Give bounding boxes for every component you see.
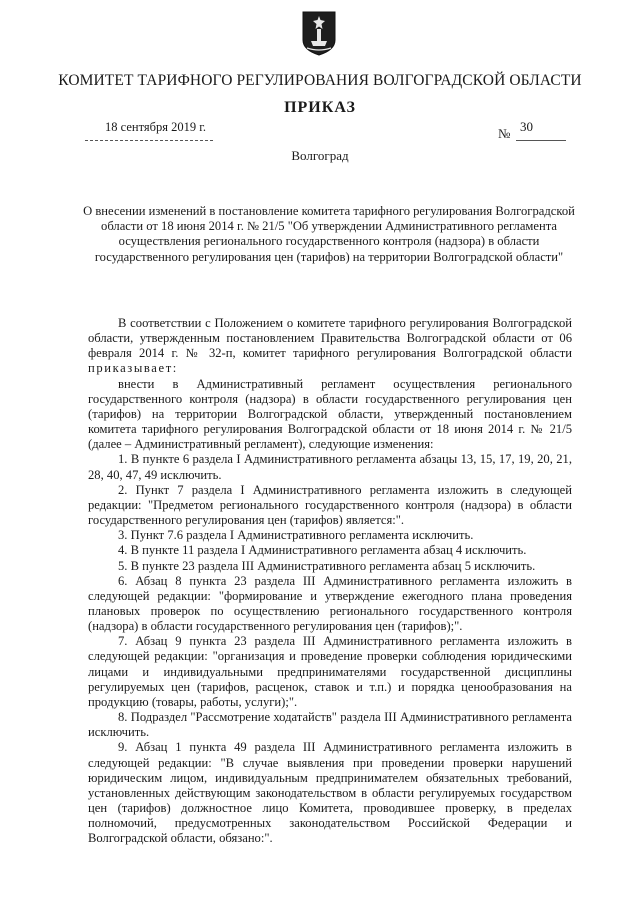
order-date: 18 сентября 2019 г.: [105, 120, 207, 134]
number-sign: №: [498, 126, 511, 141]
body-paragraph: 2. Пункт 7 раздела I Административного регламента изложить в следующей редакции: "Предметом регионального государственного контроля (надзора) в области государственного регулирования цен (тарифов) является:".: [88, 482, 572, 528]
body-paragraph: 8. Подраздел "Рассмотрение ходатайств" раздела III Административного регламента исключить.: [88, 710, 572, 740]
order-subject: О внесении изменений в постановление комитета тарифного регулирования Волгоградской области от 18 июня 2014 г. № 21/5 "Об утверждении Административного регламента осуществления регионального государственного контроля (надзора) в области государственного регулирования цен (тарифов) на территории Волгоградской области": [83, 204, 575, 264]
body-paragraph: 9. Абзац 1 пункта 49 раздела III Административного регламента изложить в следующей редакции: "В случае выявления при проведении проверки нарушений юридическим лицом, индивидуальным предпринимателем обязательных требований, установленных действующим законодательством в области регулируемых государством цен (тарифов) должностное лицо Комитета, проводившее проверку, в пределах полномочий, предусмотренных законодательством Российской Федерации и Волгоградской области, обязано:".: [88, 740, 572, 846]
body-paragraph: 3. Пункт 7.6 раздела I Административного регламента исключить.: [118, 528, 474, 543]
orders-word: приказывает:: [88, 361, 178, 376]
number-underline: [516, 140, 566, 141]
body-paragraph: 4. В пункте 11 раздела I Административного регламента абзац 4 исключить.: [118, 543, 527, 558]
intro-text: В соответствии с Положением о комитете тарифного регулирования Волгоградской области, утвержденным постановлением Правительства Волгоградской области от 06 февраля 2014 г. № 32-п, комитет тарифного регулирования Волгоградской области: [88, 316, 572, 361]
order-body: [88, 316, 572, 846]
date-underline: [85, 140, 213, 141]
city-name: Волгоград: [291, 148, 349, 163]
committee-name: КОМИТЕТ ТАРИФНОГО РЕГУЛИРОВАНИЯ ВОЛГОГРАДСКОЙ ОБЛАСТИ: [58, 72, 582, 89]
intro-paragraph: [88, 316, 572, 377]
body-paragraph: 1. В пункте 6 раздела I Административного регламента абзацы 13, 15, 17, 19, 20, 21, 28, 40, 47, 49 исключить.: [88, 452, 572, 482]
body-paragraph: 7. Абзац 9 пункта 23 раздела III Административного регламента изложить в следующей редакции: "организация и проведение проверки соблюдения юридическими лицами и индивидуальными предпринимателями государственной дисциплины регулируемых цен (тарифов, расценок, ставок и т.п.) и порядка ценообразования на продукцию (товары, работы, услуги);".: [88, 634, 572, 709]
order-number: 30: [520, 119, 533, 134]
body-paragraph: 5. В пункте 23 раздела III Административного регламента абзац 5 исключить.: [118, 558, 536, 573]
coat-of-arms-icon: [301, 10, 337, 56]
body-paragraph: 6. Абзац 8 пункта 23 раздела III Административного регламента изложить в следующей редакции: "формирование и утверждение ежегодного плана проведения плановых проверок по осуществлению регионального государственного контроля (надзора) в области государственного регулирования цен (тарифов);".: [88, 573, 572, 634]
order-title: ПРИКАЗ: [284, 99, 356, 116]
body-paragraph: внести в Административный регламент осуществления регионального государственного контроля (надзора) в области государственного регулирования цен (тарифов) на территории Волгоградской области, утвержденный постановлением комитета тарифного регулирования Волгоградской области от 18 июня 2014 г. № 21/5 (далее – Административный регламент), следующие изменения:: [88, 376, 572, 452]
